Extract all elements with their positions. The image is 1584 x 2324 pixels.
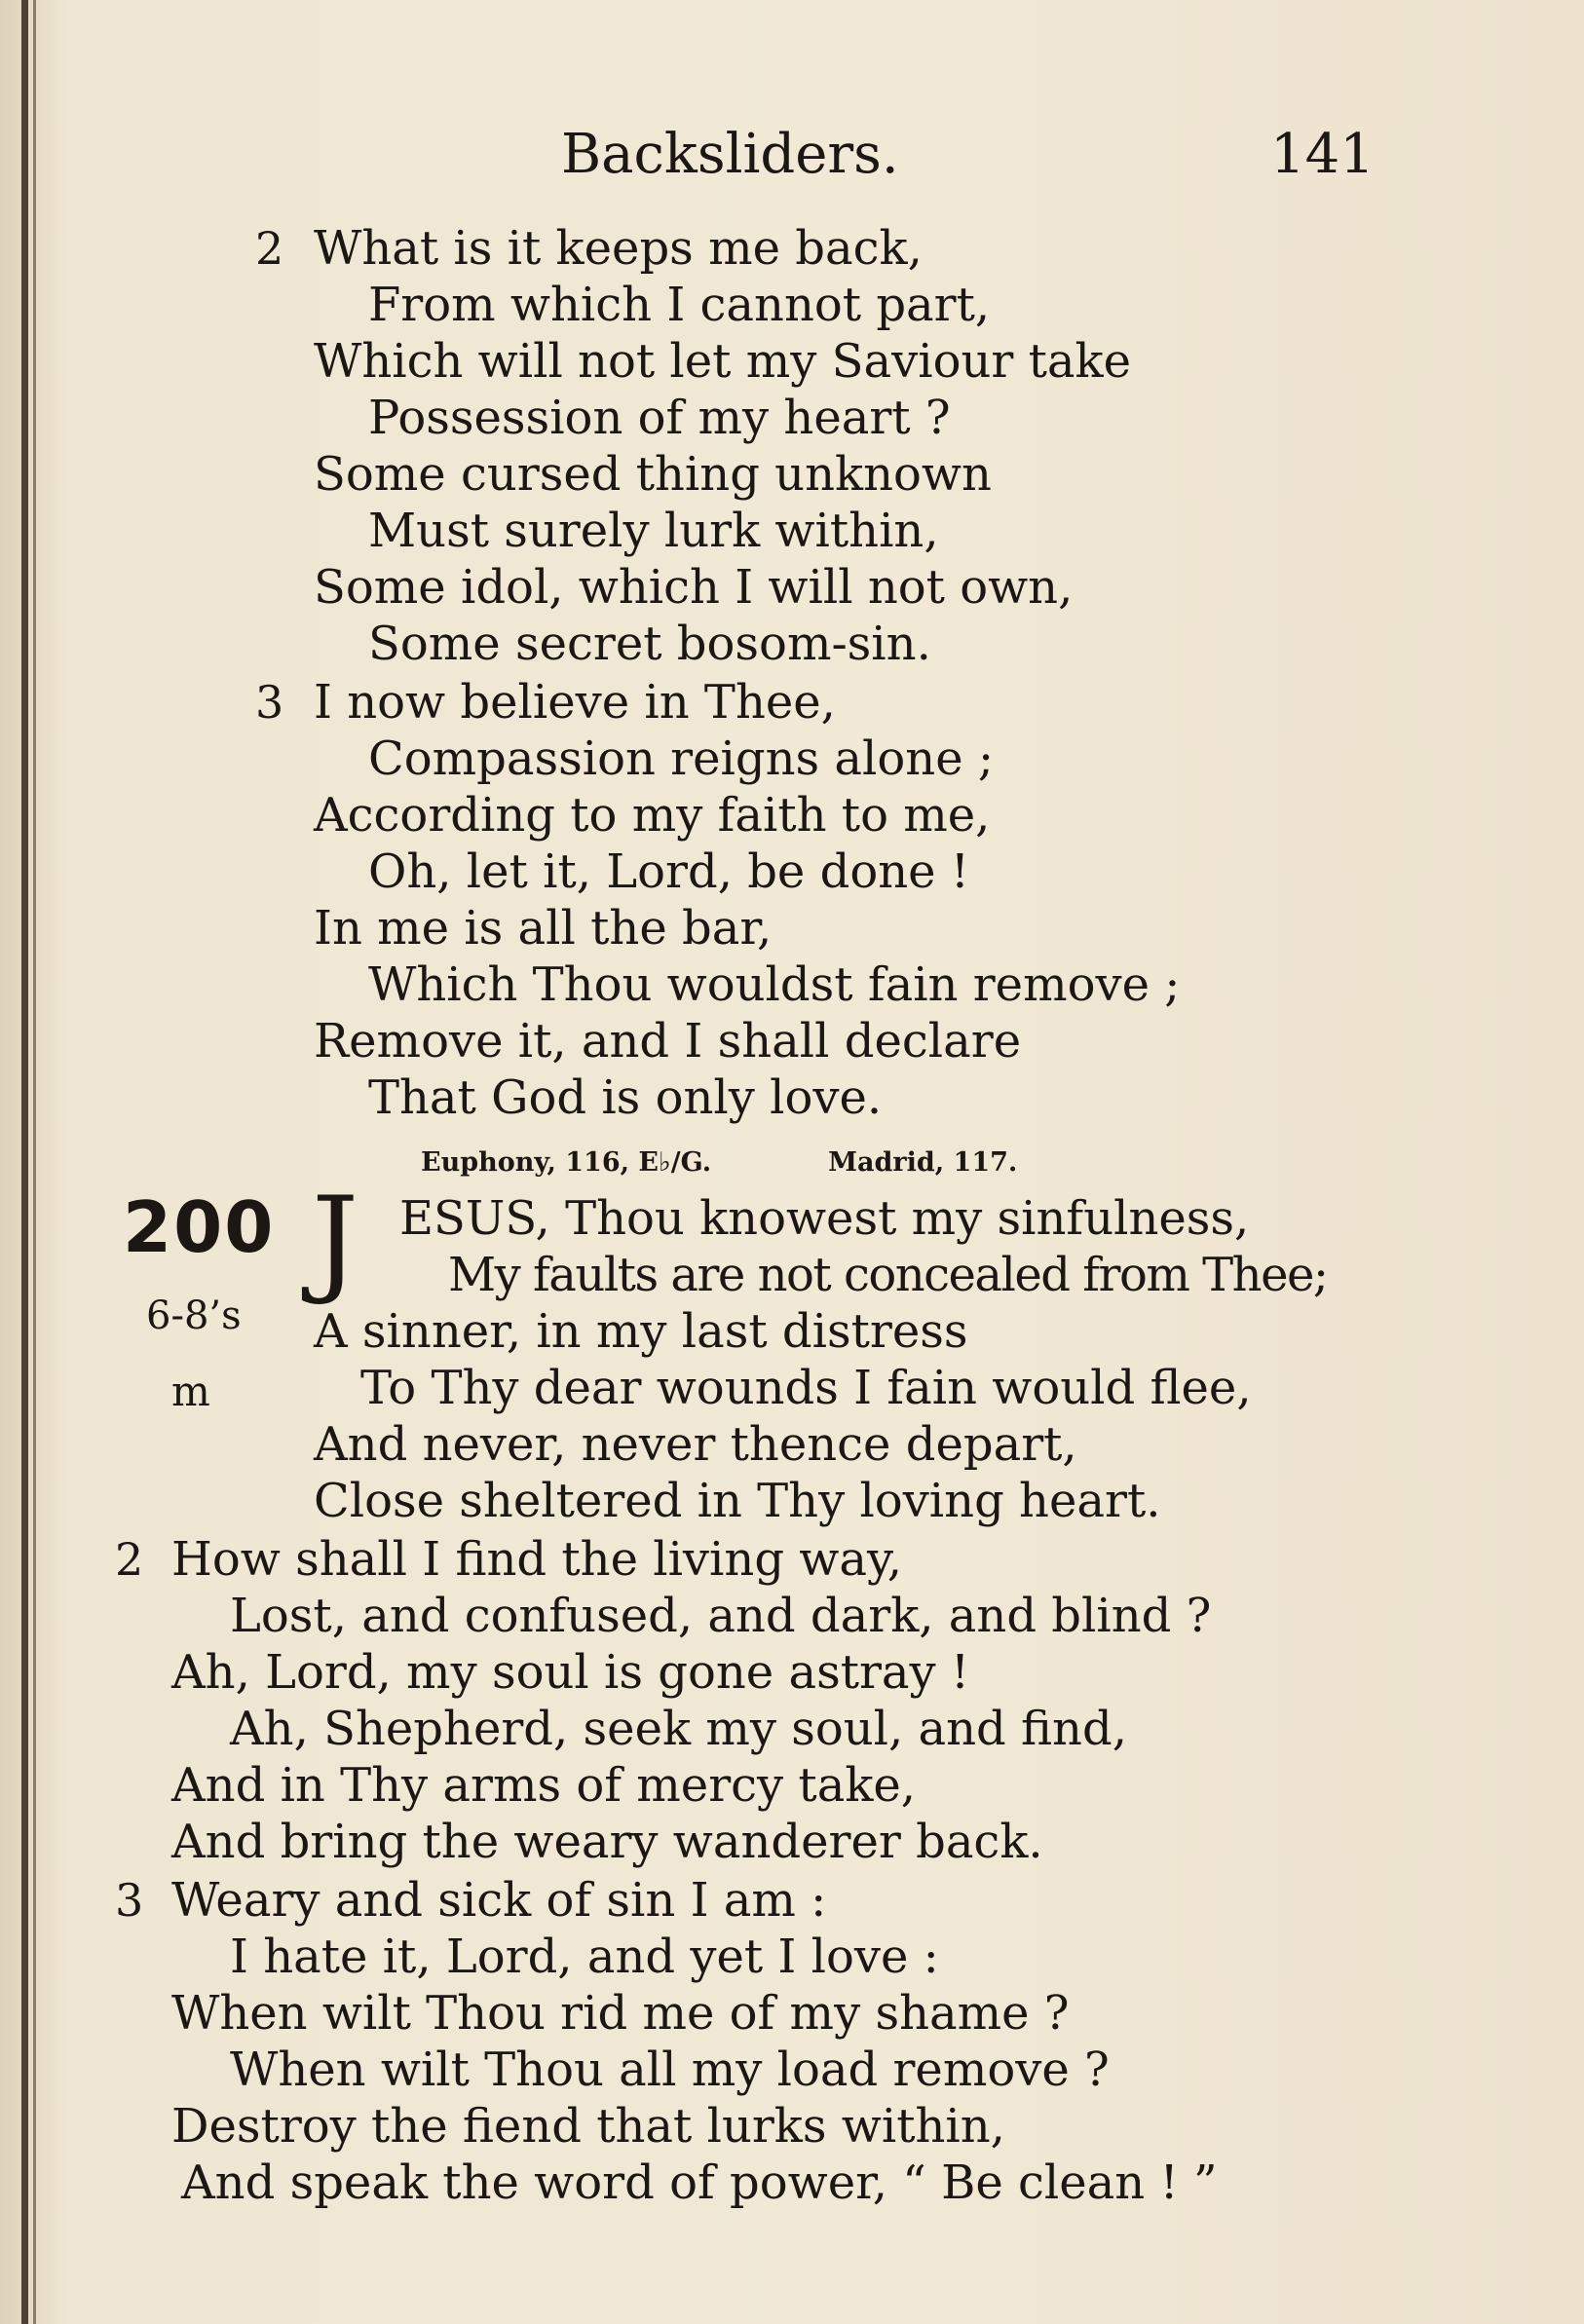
verse-line: Possession of my heart ? (368, 391, 951, 445)
verse-line: My faults are not concealed from Thee; (448, 1248, 1328, 1302)
verse-line: And never, never thence depart, (314, 1417, 1077, 1472)
book-spine-edge-inner (33, 0, 36, 2324)
verse-line: Oh, let it, Lord, be done ! (368, 844, 970, 899)
verse-line: Destroy the fiend that lurks within, (171, 2099, 1005, 2154)
verse-line: Some cursed thing unknown (314, 447, 992, 502)
verse-line: ESUS, Thou knowest my sinfulness, (399, 1191, 1250, 1246)
verse-number: 2 (115, 1533, 144, 1586)
verse-line: In me is all the bar, (314, 901, 773, 956)
verse-line: I now believe in Thee, (314, 675, 836, 730)
verse-line: To Thy dear wounds I fain would flee, (360, 1361, 1252, 1415)
verse-line: Lost, and confused, and dark, and blind ? (230, 1589, 1212, 1643)
hymn-mark: m (171, 1368, 210, 1415)
verse-line: Must surely lurk within, (368, 504, 939, 558)
tune-references (421, 1147, 1017, 1178)
tune-madrid: Madrid, 117. (828, 1147, 1018, 1178)
verse-number: 3 (115, 1874, 144, 1927)
verse-line: And in Thy arms of mercy take, (171, 1758, 917, 1813)
hymn-number: 200 (123, 1186, 276, 1268)
verse-line: Which will not let my Saviour take (314, 334, 1131, 389)
book-spine-edge (21, 0, 28, 2324)
verse-line: Weary and sick of sin I am : (171, 1873, 827, 1928)
hymn-meter: 6-8’s (146, 1293, 242, 1338)
verse-line: Some secret bosom-sin. (368, 617, 931, 671)
verse-line: That God is only love. (368, 1070, 883, 1125)
verse-line: Ah, Lord, my soul is gone astray ! (171, 1645, 970, 1700)
verse-line: From which I cannot part, (368, 278, 991, 332)
verse-line: Some idol, which I will not own, (314, 560, 1074, 615)
running-head-title: Backsliders. (561, 123, 899, 186)
verse-number: 2 (255, 222, 284, 275)
verse-line: When wilt Thou rid me of my shame ? (171, 1986, 1070, 2041)
verse-line: Ah, Shepherd, seek my soul, and find, (230, 1702, 1127, 1756)
verse-line: According to my faith to me, (314, 788, 991, 843)
verse-line: How shall I find the living way, (171, 1532, 902, 1587)
drop-cap: J (312, 1173, 359, 1308)
verse-line: A sinner, in my last distress (314, 1304, 968, 1359)
verse-line: And speak the word of power, “ Be clean ! ” (181, 2155, 1218, 2210)
verse-line: Compassion reigns alone ; (368, 731, 995, 786)
verse-line: What is it keeps me back, (314, 221, 923, 276)
verse-line: When wilt Thou all my load remove ? (230, 2043, 1110, 2097)
tune-euphony: Euphony, 116, E♭/G. (421, 1147, 712, 1178)
page-number: 141 (1270, 123, 1375, 186)
verse-line: Which Thou wouldst fain remove ; (368, 957, 1181, 1012)
verse-line: Close sheltered in Thy loving heart. (314, 1474, 1161, 1528)
verse-line: Remove it, and I shall declare (314, 1014, 1022, 1068)
verse-line: I hate it, Lord, and yet I love : (230, 1930, 939, 1984)
verse-number: 3 (255, 676, 284, 729)
verse-line: And bring the weary wanderer back. (171, 1815, 1043, 1869)
